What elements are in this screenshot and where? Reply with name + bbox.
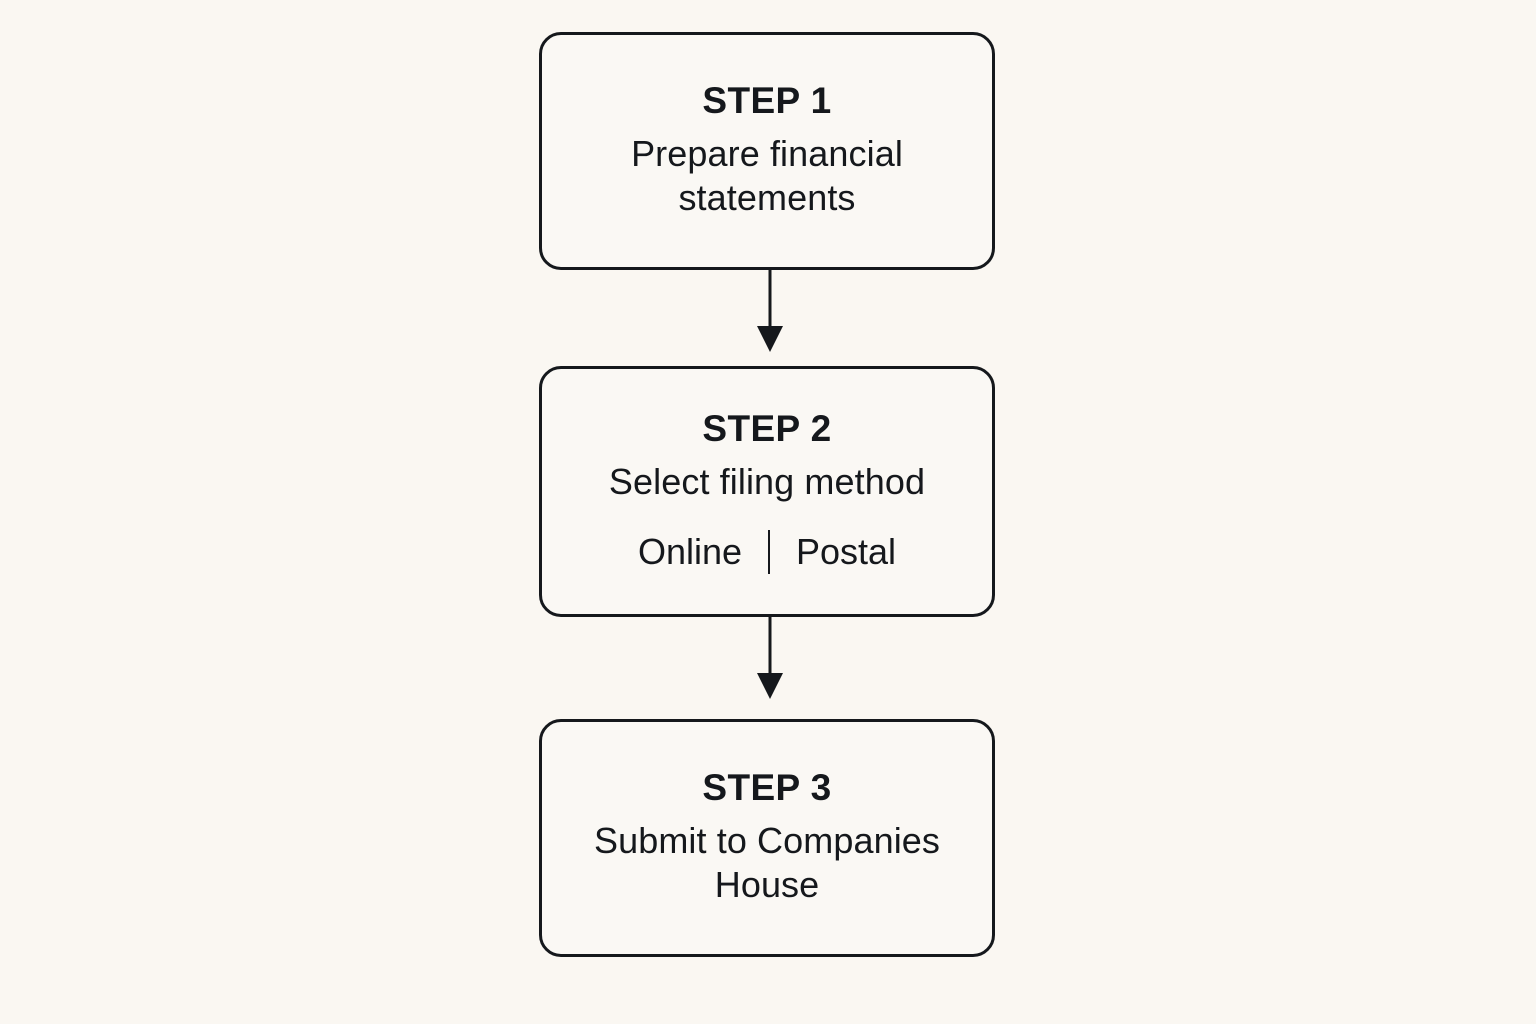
filing-method-options <box>638 530 896 574</box>
option-divider <box>768 530 770 574</box>
flow-node-step-1[interactable] <box>539 32 995 270</box>
filing-option-postal[interactable]: Postal <box>796 531 897 573</box>
flow-node-step-3[interactable] <box>539 719 995 957</box>
flow-node-step-3-title: STEP 3 <box>702 767 832 809</box>
flow-node-step-2-title: STEP 2 <box>702 407 832 449</box>
arrowhead-step1-step2 <box>757 326 783 352</box>
flow-node-step-2-body: Select filing method <box>608 460 926 502</box>
flow-node-step-2[interactable] <box>539 366 995 617</box>
arrowhead-step2-step3 <box>757 673 783 699</box>
filing-option-online[interactable]: Online <box>637 531 742 573</box>
flow-node-step-1-body: Prepare financial statements <box>631 132 903 219</box>
flow-node-step-3-body: Submit to Companies House <box>593 819 941 906</box>
flow-node-step-1-title: STEP 1 <box>702 80 832 122</box>
